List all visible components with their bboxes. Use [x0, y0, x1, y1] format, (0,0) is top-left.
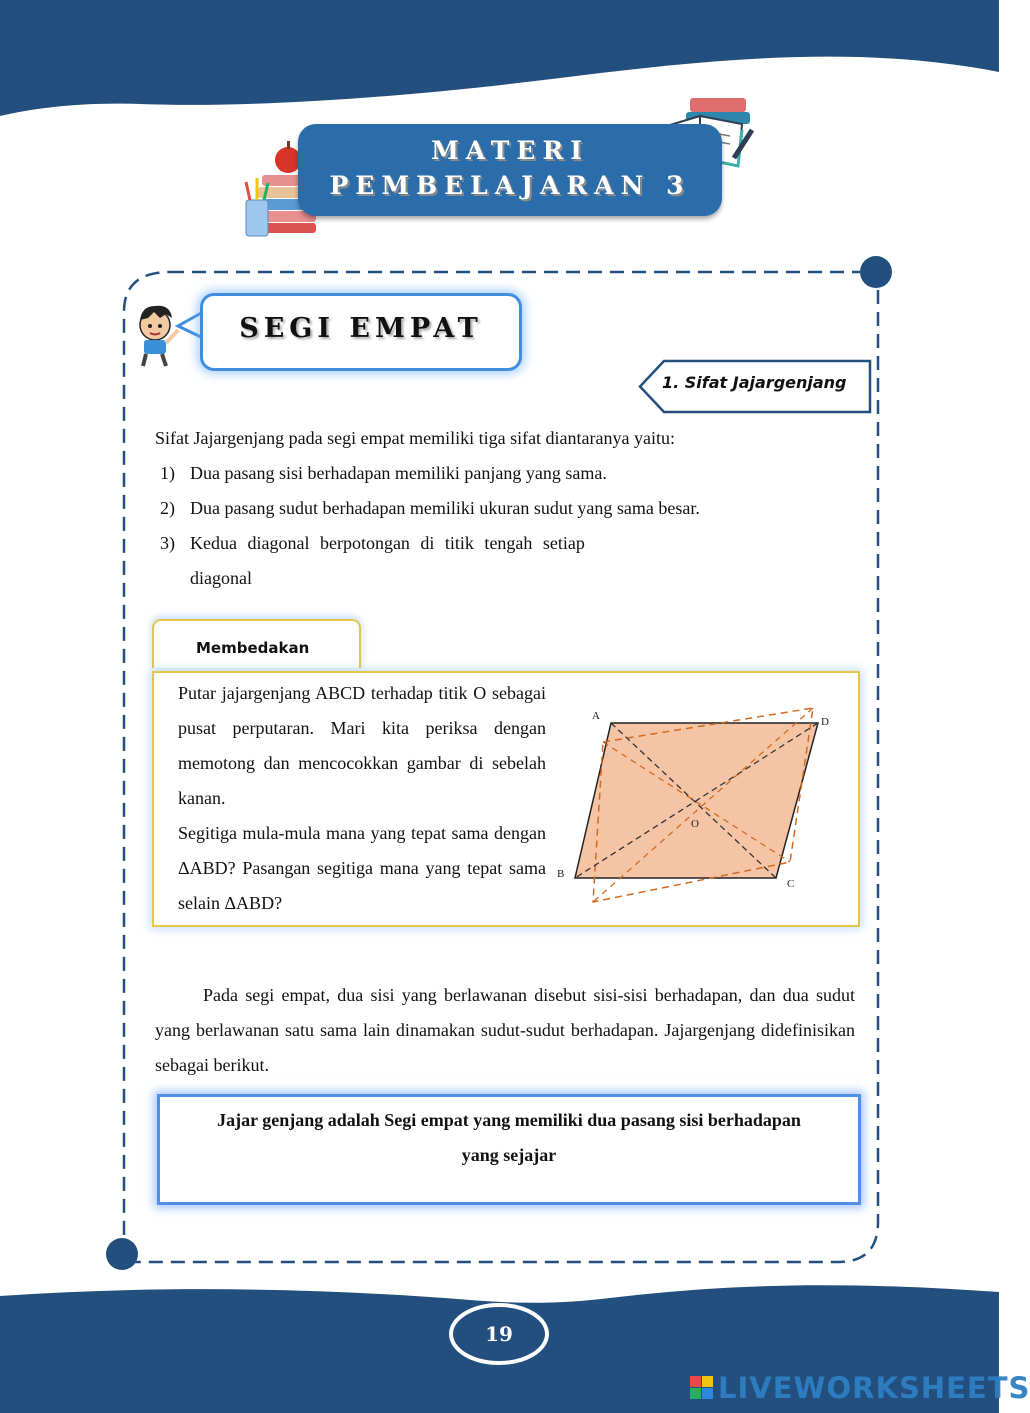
definition-line-2: yang sejajar — [461, 1145, 557, 1165]
activity-paragraph-2: Segitiga mula-mula mana yang tepat sama dengan ΔABD? Pasangan segitiga mana yang tepat sama selain ΔABD? — [178, 823, 546, 913]
liveworksheets-watermark: LIVEWORKSHEETS — [718, 1371, 1030, 1405]
activity-tab-label: Membedakan — [196, 639, 310, 657]
list-item: Dua pasang sisi berhadapan memiliki panjang yang sama. — [190, 463, 607, 483]
parallelogram-figure — [548, 700, 848, 915]
definition-text — [170, 1103, 848, 1173]
frame-dot-top — [860, 256, 892, 288]
boy-mascot-icon — [140, 306, 178, 366]
vertex-label-a: A — [592, 710, 600, 722]
activity-tab — [152, 619, 361, 668]
subtitle-bubble — [200, 293, 522, 371]
definition-line-1: Jajar genjang adalah Segi empat yang memiliki dua pasang sisi berhadapan — [217, 1110, 801, 1130]
section-tag-label: 1. Sifat Jajargenjang — [662, 373, 847, 392]
list-number: 2) — [160, 498, 175, 518]
vertex-label-c: C — [787, 878, 795, 890]
list-item: Kedua diagonal berpotongan di titik tengah setiap — [190, 533, 585, 553]
paragraph-text: Pada segi empat, dua sisi yang berlawanan disebut sisi-sisi berhadapan, dan dua sudut yang berlawanan satu sama lain dinamakan sudut-sudut berhadapan. Jajargenjang didefinisikan sebagai berikut. — [155, 985, 855, 1075]
top-wave — [0, 0, 999, 116]
definition-box — [157, 1094, 861, 1205]
page-number: 19 — [485, 1322, 513, 1346]
subtitle-text: SEGI EMPAT — [239, 313, 483, 344]
frame-dot-bottom — [106, 1238, 138, 1270]
intro-text: Sifat Jajargenjang pada segi empat memiliki tiga sifat diantaranya yaitu: — [155, 428, 676, 448]
vertex-label-b: B — [557, 868, 565, 880]
title-line-2: PEMBELAJARAN 3 — [329, 171, 691, 200]
liveworksheets-logo-icon — [690, 1376, 714, 1400]
list-number: 1) — [160, 463, 175, 483]
activity-text — [178, 676, 546, 921]
title-banner — [298, 124, 722, 216]
definition-intro-paragraph — [155, 978, 855, 1083]
title-line-1: MATERI — [431, 136, 589, 165]
center-label-o: O — [691, 818, 699, 830]
vertex-label-d: D — [821, 716, 829, 728]
activity-paragraph-1: Putar jajargenjang ABCD terhadap titik O sebagai pusat perputaran. Mari kita periksa dengan memotong dan mencocokkan gambar di sebelah kanan. — [178, 683, 546, 808]
list-item: Dua pasang sudut berhadapan memiliki ukuran sudut yang sama besar. — [190, 498, 700, 518]
list-number: 3) — [160, 533, 175, 553]
list-item-continuation: diagonal — [190, 568, 252, 588]
